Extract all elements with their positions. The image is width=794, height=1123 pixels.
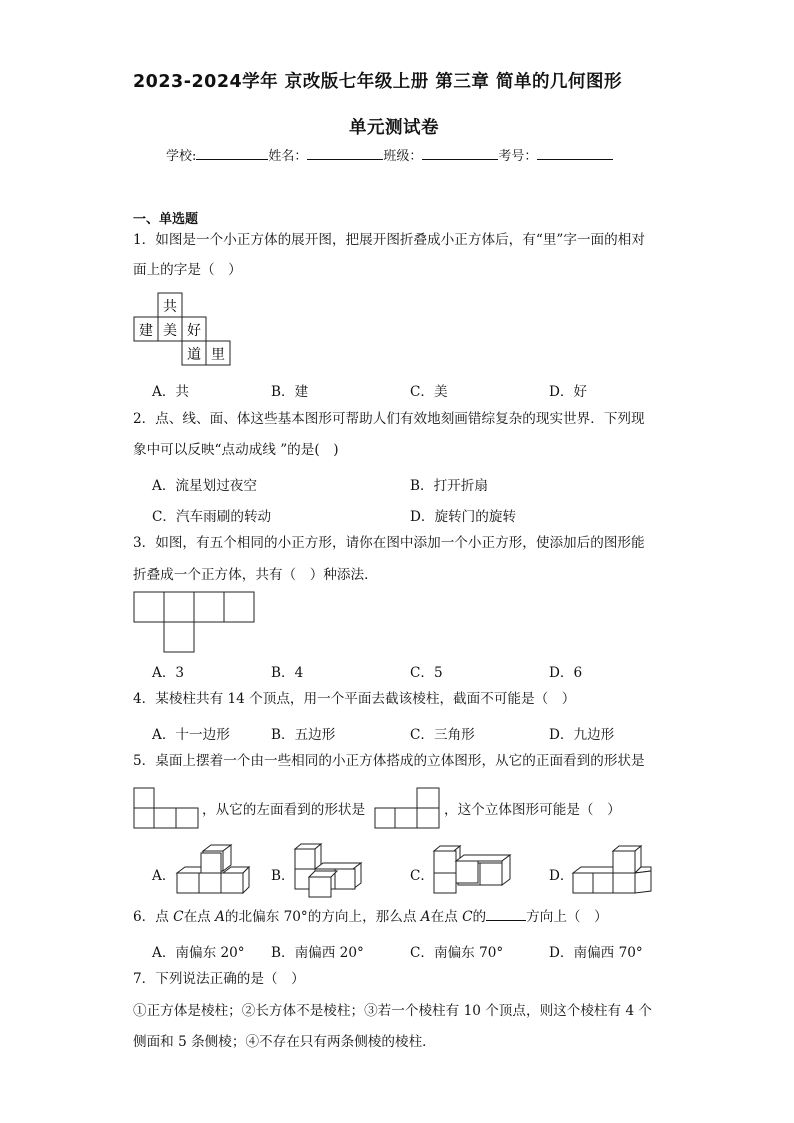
q7-text-line1: 7．下列说法正确的是（ ） xyxy=(133,971,305,987)
q6-text: 在点 xyxy=(430,909,463,925)
q6-answer-blank[interactable] xyxy=(486,909,526,921)
square xyxy=(134,808,154,828)
q4-option-a[interactable]: A．十一边形 xyxy=(152,727,230,743)
q6-text: 的北偏东 70°的方向上，那么点 xyxy=(224,909,421,925)
square xyxy=(134,592,164,622)
q2-option-c[interactable]: C．汽车雨刷的转动 xyxy=(152,509,272,525)
net-char: 美 xyxy=(163,323,177,339)
q5-option-b-figure[interactable] xyxy=(291,843,369,899)
q2-text-line1: 2．点、线、面、体这些基本图形可帮助人们有效地刻画错综复杂的现实世界．下列现 xyxy=(133,411,645,427)
q5-option-d-label[interactable]: D． xyxy=(549,868,574,884)
net-char: 道 xyxy=(187,347,201,363)
net-char: 建 xyxy=(139,323,153,339)
q1-cube-net-figure xyxy=(133,292,233,368)
q1-option-d[interactable]: D．好 xyxy=(549,384,588,400)
q6-option-a[interactable]: A．南偏东 20° xyxy=(152,945,245,961)
q6-var: C xyxy=(173,909,184,925)
student-info-row xyxy=(166,145,613,164)
square xyxy=(417,788,439,808)
page-title-line2: 单元测试卷 xyxy=(349,118,439,138)
q5-front-view-figure xyxy=(133,787,199,829)
square xyxy=(224,592,254,622)
square xyxy=(417,808,439,828)
name-label: 姓名： xyxy=(268,149,308,164)
name-blank[interactable] xyxy=(307,147,383,160)
q3-text-line2: 折叠成一个正方体，共有（ ）种添法． xyxy=(133,567,378,583)
net-char: 里 xyxy=(211,347,225,363)
q5-option-c-label[interactable]: C． xyxy=(410,868,434,884)
class-label: 班级： xyxy=(383,149,423,164)
q5-text-end: ，这个立体图形可能是（ ） xyxy=(444,802,621,818)
q5-option-a-label[interactable]: A． xyxy=(152,868,176,884)
page-title-line1: 2023-2024学年 京改版七年级上册 第三章 简单的几何图形 xyxy=(133,72,622,92)
q1-text-line2: 面上的字是（ ） xyxy=(133,262,242,278)
q3-option-b[interactable]: B．4 xyxy=(271,665,304,681)
q1-option-a[interactable]: A．共 xyxy=(152,384,190,400)
q3-option-a[interactable]: A．3 xyxy=(152,665,185,681)
square xyxy=(134,788,154,808)
section-heading: 一、单选题 xyxy=(133,212,199,227)
exam-no-label: 考号： xyxy=(498,149,538,164)
q6-var: C xyxy=(462,909,473,925)
q1-text-line1: 1．如图是一个小正方体的展开图，把展开图折叠成小正方体后，有“里”字一面的相对 xyxy=(133,232,645,248)
square xyxy=(375,808,395,828)
q5-left-view-figure xyxy=(374,787,440,829)
q6-option-c[interactable]: C．南偏东 70° xyxy=(410,945,504,961)
square xyxy=(154,808,176,828)
q6-text-line1 xyxy=(133,903,608,932)
q4-text-line1: 4．某棱柱共有 14 个顶点，用一个平面去截该棱柱，截面不可能是（ ） xyxy=(133,691,576,707)
q6-text: 6．点 xyxy=(133,909,174,925)
q7-text-line2: ①正方体是棱柱；②长方体不是棱柱；③若一个棱柱有 10 个顶点，则这个棱柱有 4 个 xyxy=(133,1003,653,1019)
class-blank[interactable] xyxy=(422,147,498,160)
square xyxy=(176,808,198,828)
q2-option-d[interactable]: D．旋转门的旋转 xyxy=(410,509,517,525)
q2-option-a[interactable]: A．流星划过夜空 xyxy=(152,478,257,494)
q4-option-d[interactable]: D．九边形 xyxy=(549,727,615,743)
q5-option-d-figure[interactable] xyxy=(571,843,655,897)
square xyxy=(395,808,417,828)
q5-text-line1: 5．桌面上摆着一个由一些相同的小正方体搭成的立体图形，从它的正面看到的形状是 xyxy=(133,753,645,769)
q6-option-d[interactable]: D．南偏西 70° xyxy=(549,945,643,961)
q3-option-d[interactable]: D．6 xyxy=(549,665,583,681)
q6-var: A xyxy=(215,909,225,925)
q6-text: 的 xyxy=(472,909,487,925)
q3-text-line1: 3．如图，有五个相同的小正方形，请你在图中添加一个小正方形，使添加后的图形能 xyxy=(133,535,645,551)
exam-no-blank[interactable] xyxy=(537,147,613,160)
q2-text-line2: 象中可以反映“点动成线 ”的是( ) xyxy=(133,442,339,458)
q7-text-line3: 侧面和 5 条侧棱；④不存在只有两条侧棱的棱柱． xyxy=(133,1034,436,1050)
q4-option-b[interactable]: B．五边形 xyxy=(271,727,336,743)
q5-option-c-figure[interactable] xyxy=(432,843,516,897)
q3-squares-figure xyxy=(133,591,259,653)
q5-text-mid: ，从它的左面看到的形状是 xyxy=(202,802,366,818)
q3-option-c[interactable]: C．5 xyxy=(410,665,443,681)
q4-option-c[interactable]: C．三角形 xyxy=(410,727,475,743)
school-label: 学校: xyxy=(166,149,197,164)
net-char: 共 xyxy=(163,299,177,315)
school-blank[interactable] xyxy=(196,147,268,160)
q6-option-b[interactable]: B．南偏西 20° xyxy=(271,945,364,961)
q5-option-b-label[interactable]: B． xyxy=(271,868,295,884)
q1-option-c[interactable]: C．美 xyxy=(410,384,448,400)
square xyxy=(164,592,194,622)
q6-text: 方向上（ ） xyxy=(526,909,608,925)
q6-text: 在点 xyxy=(183,909,216,925)
q5-option-a-figure[interactable] xyxy=(175,843,253,897)
q6-var: A xyxy=(420,909,431,925)
square xyxy=(194,592,224,622)
q1-option-b[interactable]: B．建 xyxy=(271,384,309,400)
q2-option-b[interactable]: B．打开折扇 xyxy=(410,478,488,494)
square xyxy=(164,622,194,652)
net-char: 好 xyxy=(187,323,201,339)
